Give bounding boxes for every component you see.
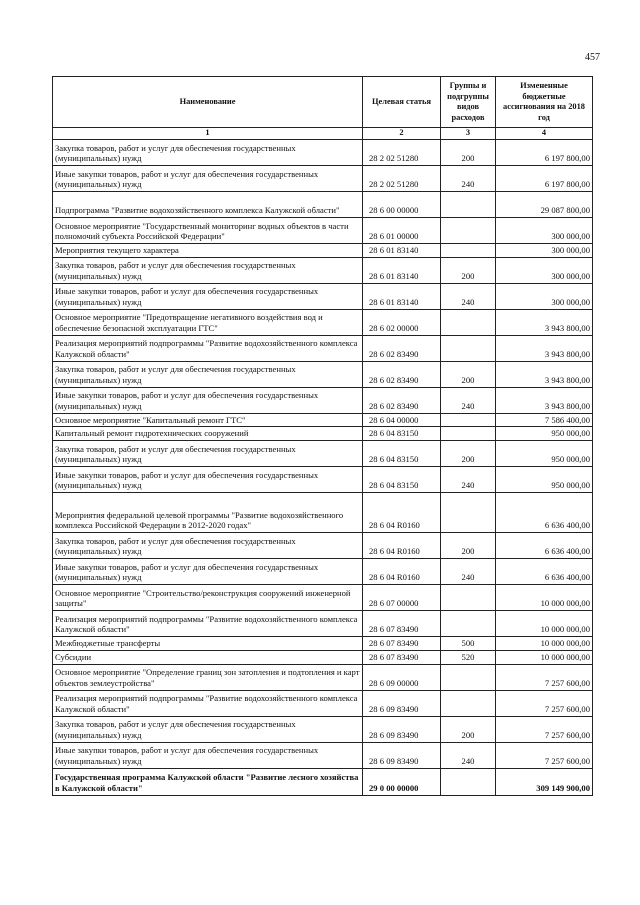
table-body — [53, 140, 593, 796]
row-code-cell: 28 6 02 83490 — [363, 361, 441, 387]
row-amount-cell: 6 636 400,00 — [496, 493, 593, 533]
row-name-cell: Закупка товаров, работ и услуг для обеспечения государственных (муниципальных) нужд — [53, 533, 363, 559]
row-group-cell — [441, 690, 496, 716]
row-name-cell: Субсидии — [53, 650, 363, 664]
row-code-cell: 28 6 01 00000 — [363, 218, 441, 244]
table-row — [53, 244, 593, 258]
row-group-cell — [441, 335, 496, 361]
row-amount-cell: 3 943 800,00 — [496, 361, 593, 387]
row-name-cell: Закупка товаров, работ и услуг для обеспечения государственных (муниципальных) нужд — [53, 716, 363, 742]
table-row — [53, 467, 593, 493]
table-row — [53, 493, 593, 533]
row-code-cell: 28 2 02 51280 — [363, 166, 441, 192]
table-row — [53, 742, 593, 768]
row-amount-cell: 10 000 000,00 — [496, 611, 593, 637]
row-group-cell — [441, 585, 496, 611]
row-name-cell: Государственная программа Калужской области "Развитие лесного хозяйства в Калужской области" — [53, 768, 363, 795]
column-header-code: Целевая статья — [363, 77, 441, 128]
row-code-cell: 28 6 07 83490 — [363, 650, 441, 664]
row-group-cell: 240 — [441, 559, 496, 585]
row-code-cell: 28 6 09 00000 — [363, 664, 441, 690]
row-amount-cell: 300 000,00 — [496, 218, 593, 244]
row-amount-cell: 950 000,00 — [496, 441, 593, 467]
row-group-cell — [441, 664, 496, 690]
row-name-cell: Реализация мероприятий подпрограммы "Развитие водохозяйственного комплекса Калужской области" — [53, 611, 363, 637]
row-amount-cell: 7 257 600,00 — [496, 690, 593, 716]
row-group-cell — [441, 413, 496, 427]
row-code-cell: 28 6 04 00000 — [363, 413, 441, 427]
row-code-cell: 28 6 07 83490 — [363, 637, 441, 651]
row-group-cell — [441, 427, 496, 441]
table-row — [53, 387, 593, 413]
row-name-cell: Иные закупки товаров, работ и услуг для обеспечения государственных (муниципальных) нужд — [53, 742, 363, 768]
row-group-cell: 240 — [441, 283, 496, 309]
table-row — [53, 283, 593, 309]
row-amount-cell: 300 000,00 — [496, 283, 593, 309]
row-group-cell: 200 — [441, 140, 496, 166]
row-group-cell: 200 — [441, 716, 496, 742]
row-amount-cell: 300 000,00 — [496, 257, 593, 283]
row-amount-cell: 6 197 800,00 — [496, 166, 593, 192]
row-amount-cell: 300 000,00 — [496, 244, 593, 258]
row-amount-cell: 6 636 400,00 — [496, 559, 593, 585]
row-amount-cell: 7 257 600,00 — [496, 664, 593, 690]
row-amount-cell: 6 636 400,00 — [496, 533, 593, 559]
row-group-cell — [441, 768, 496, 795]
row-code-cell: 28 6 04 83150 — [363, 467, 441, 493]
row-group-cell — [441, 192, 496, 218]
row-amount-cell: 10 000 000,00 — [496, 637, 593, 651]
row-group-cell: 200 — [441, 361, 496, 387]
row-group-cell — [441, 218, 496, 244]
row-code-cell: 28 6 04 R0160 — [363, 493, 441, 533]
row-amount-cell: 7 586 400,00 — [496, 413, 593, 427]
table-row — [53, 166, 593, 192]
row-group-cell: 200 — [441, 441, 496, 467]
row-name-cell: Подпрограмма "Развитие водохозяйственного комплекса Калужской области" — [53, 192, 363, 218]
column-number-row — [53, 128, 593, 140]
row-name-cell: Мероприятия федеральной целевой программы "Развитие водохозяйственного комплекса Российской Федерации в 2012-2020 годах" — [53, 493, 363, 533]
row-name-cell: Мероприятия текущего характера — [53, 244, 363, 258]
row-code-cell: 28 6 07 83490 — [363, 611, 441, 637]
row-code-cell: 28 6 02 00000 — [363, 309, 441, 335]
row-name-cell: Иные закупки товаров, работ и услуг для обеспечения государственных (муниципальных) нужд — [53, 387, 363, 413]
table-row — [53, 218, 593, 244]
row-group-cell: 240 — [441, 166, 496, 192]
row-group-cell — [441, 493, 496, 533]
row-code-cell: 28 6 04 R0160 — [363, 533, 441, 559]
row-amount-cell: 7 257 600,00 — [496, 742, 593, 768]
row-code-cell: 28 6 00 00000 — [363, 192, 441, 218]
table-row — [53, 533, 593, 559]
table-row — [53, 690, 593, 716]
table-row — [53, 192, 593, 218]
table-row — [53, 768, 593, 795]
row-code-cell: 28 6 02 83490 — [363, 335, 441, 361]
column-number: 2 — [363, 128, 441, 140]
row-name-cell: Иные закупки товаров, работ и услуг для обеспечения государственных (муниципальных) нужд — [53, 283, 363, 309]
row-code-cell: 28 6 04 R0160 — [363, 559, 441, 585]
row-code-cell: 28 6 04 83150 — [363, 441, 441, 467]
row-group-cell — [441, 244, 496, 258]
table-row — [53, 427, 593, 441]
table-row — [53, 716, 593, 742]
row-group-cell: 500 — [441, 637, 496, 651]
row-name-cell: Закупка товаров, работ и услуг для обеспечения государственных (муниципальных) нужд — [53, 257, 363, 283]
row-code-cell: 28 6 07 00000 — [363, 585, 441, 611]
row-name-cell: Основное мероприятие "Определение границ зон затопления и подтопления и карт объектов землеустройства" — [53, 664, 363, 690]
table-row — [53, 650, 593, 664]
table-row — [53, 361, 593, 387]
table-row — [53, 637, 593, 651]
row-code-cell: 28 6 04 83150 — [363, 427, 441, 441]
column-header-group: Группы и подгруппы видов расходов — [441, 77, 496, 128]
row-amount-cell: 29 087 800,00 — [496, 192, 593, 218]
row-name-cell: Капитальный ремонт гидротехнических сооружений — [53, 427, 363, 441]
row-group-cell: 240 — [441, 467, 496, 493]
table-header-row — [53, 77, 593, 128]
row-name-cell: Закупка товаров, работ и услуг для обеспечения государственных (муниципальных) нужд — [53, 441, 363, 467]
row-amount-cell: 10 000 000,00 — [496, 585, 593, 611]
column-number: 4 — [496, 128, 593, 140]
table-row — [53, 441, 593, 467]
row-code-cell: 28 6 02 83490 — [363, 387, 441, 413]
page-number: 457 — [585, 52, 600, 63]
row-group-cell: 200 — [441, 533, 496, 559]
row-code-cell: 28 6 01 83140 — [363, 257, 441, 283]
row-code-cell: 29 0 00 00000 — [363, 768, 441, 795]
table-row — [53, 664, 593, 690]
row-amount-cell: 6 197 800,00 — [496, 140, 593, 166]
column-number: 1 — [53, 128, 363, 140]
row-code-cell: 28 6 09 83490 — [363, 690, 441, 716]
row-amount-cell: 3 943 800,00 — [496, 309, 593, 335]
row-group-cell — [441, 309, 496, 335]
row-name-cell: Закупка товаров, работ и услуг для обеспечения государственных (муниципальных) нужд — [53, 361, 363, 387]
row-amount-cell: 309 149 900,00 — [496, 768, 593, 795]
row-group-cell: 520 — [441, 650, 496, 664]
table-row — [53, 335, 593, 361]
column-header-amount: Измененные бюджетные ассигнования на 2018 год — [496, 77, 593, 128]
table-row — [53, 585, 593, 611]
row-name-cell: Иные закупки товаров, работ и услуг для обеспечения государственных (муниципальных) нужд — [53, 166, 363, 192]
row-amount-cell: 950 000,00 — [496, 467, 593, 493]
row-name-cell: Иные закупки товаров, работ и услуг для обеспечения государственных (муниципальных) нужд — [53, 467, 363, 493]
row-name-cell: Основное мероприятие "Капитальный ремонт ГТС" — [53, 413, 363, 427]
row-name-cell: Иные закупки товаров, работ и услуг для обеспечения государственных (муниципальных) нужд — [53, 559, 363, 585]
row-code-cell: 28 6 09 83490 — [363, 716, 441, 742]
table-row — [53, 140, 593, 166]
row-code-cell: 28 6 01 83140 — [363, 283, 441, 309]
row-code-cell: 28 6 09 83490 — [363, 742, 441, 768]
row-name-cell: Межбюджетные трансферты — [53, 637, 363, 651]
budget-table — [52, 76, 593, 796]
row-code-cell: 28 2 02 51280 — [363, 140, 441, 166]
column-header-name: Наименование — [53, 77, 363, 128]
table-row — [53, 257, 593, 283]
row-amount-cell: 3 943 800,00 — [496, 335, 593, 361]
row-group-cell: 240 — [441, 742, 496, 768]
table-row — [53, 559, 593, 585]
row-code-cell: 28 6 01 83140 — [363, 244, 441, 258]
row-amount-cell: 10 000 000,00 — [496, 650, 593, 664]
row-group-cell: 200 — [441, 257, 496, 283]
row-group-cell — [441, 611, 496, 637]
row-name-cell: Основное мероприятие "Государственный мониторинг водных объектов в части полномочий субъекта Российской Федерации" — [53, 218, 363, 244]
table-row — [53, 413, 593, 427]
row-amount-cell: 3 943 800,00 — [496, 387, 593, 413]
table-row — [53, 611, 593, 637]
row-name-cell: Основное мероприятие "Предотвращение негативного воздействия вод и обеспечение безопасной эксплуатации ГТС" — [53, 309, 363, 335]
table-row — [53, 309, 593, 335]
row-amount-cell: 7 257 600,00 — [496, 716, 593, 742]
column-number: 3 — [441, 128, 496, 140]
row-name-cell: Основное мероприятие "Строительство/реконструкция сооружений инженерной защиты" — [53, 585, 363, 611]
row-amount-cell: 950 000,00 — [496, 427, 593, 441]
row-group-cell: 240 — [441, 387, 496, 413]
row-name-cell: Реализация мероприятий подпрограммы "Развитие водохозяйственного комплекса Калужской области" — [53, 690, 363, 716]
row-name-cell: Закупка товаров, работ и услуг для обеспечения государственных (муниципальных) нужд — [53, 140, 363, 166]
row-name-cell: Реализация мероприятий подпрограммы "Развитие водохозяйственного комплекса Калужской области" — [53, 335, 363, 361]
